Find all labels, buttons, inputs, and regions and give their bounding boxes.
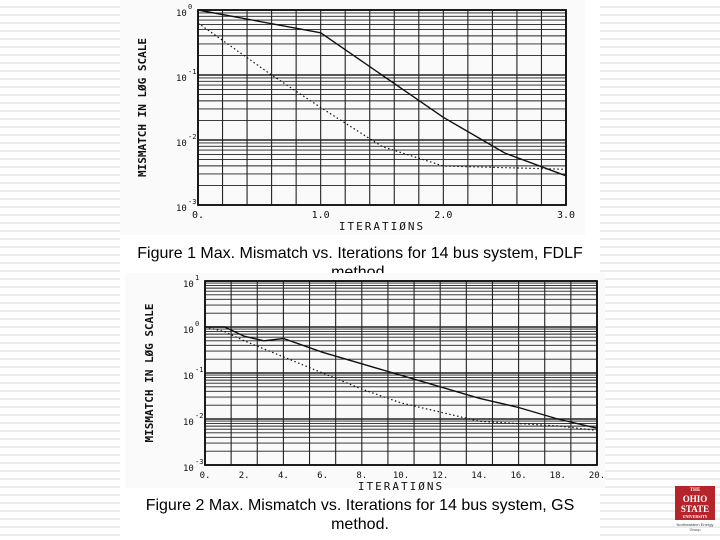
chart2-xtick-label: 10. — [392, 471, 410, 481]
chart2-xtick-label: 12. — [432, 471, 449, 481]
svg-text:-2: -2 — [188, 133, 197, 141]
chart1-grid — [198, 10, 566, 205]
chart1-xtick-label: 1.0 — [311, 210, 330, 221]
svg-text:10: 10 — [183, 326, 194, 336]
chart1-ytick-label — [176, 68, 196, 84]
osu-logo-line3: STATE — [680, 504, 710, 514]
chart2-xtick-label: 18. — [549, 471, 566, 481]
chart2-xlabel: ITERATIØNS — [357, 480, 445, 493]
svg-text:-2: -2 — [195, 412, 204, 420]
chart1-xtick-label: 2.0 — [434, 210, 453, 221]
svg-text:1: 1 — [195, 274, 200, 282]
chart2-series-dotted-line — [205, 327, 597, 431]
chart-fdlf-svg — [120, 0, 585, 235]
chart1-ytick-label — [176, 133, 196, 149]
svg-text:-3: -3 — [195, 458, 204, 466]
svg-text:10: 10 — [183, 372, 194, 382]
svg-text:-1: -1 — [188, 68, 197, 76]
chart2-xtick-label: 8. — [356, 471, 368, 481]
chart2-xtick-label: 20. — [588, 471, 606, 481]
osu-logo-line1: THE — [689, 488, 701, 493]
svg-text:10: 10 — [183, 418, 194, 428]
svg-text:10: 10 — [176, 204, 187, 214]
figure1-caption — [0, 244, 720, 266]
chart1-ytick-label — [176, 3, 192, 19]
svg-text:10: 10 — [183, 280, 194, 290]
svg-text:10: 10 — [176, 139, 187, 149]
figure2-caption-line1: Figure 2 Max. Mismatch vs. Iterations for 14 bus system, GS — [145, 497, 575, 514]
svg-text:10: 10 — [183, 464, 194, 474]
chart2-ytick-label — [183, 274, 199, 290]
chart2-grid — [205, 281, 597, 465]
chart-fdlf — [120, 0, 585, 235]
chart2-xtick-label: 0. — [199, 471, 211, 481]
osu-logo-line2: OHIO — [682, 494, 708, 504]
chart1-series-solid-line — [198, 10, 566, 176]
chart1-frame — [198, 10, 566, 205]
chart2-ytick-label — [183, 320, 199, 336]
figure2-caption-line2: method. — [331, 516, 389, 533]
chart-gs-svg — [125, 273, 606, 493]
chart2-xtick-label: 6. — [317, 471, 329, 481]
chart1-xtick-label: 0. — [191, 210, 205, 221]
svg-text:10: 10 — [176, 9, 187, 19]
figure1-caption-line1: Figure 1 Max. Mismatch vs. Iterations for 14 bus system, FDLF — [137, 245, 583, 262]
chart2-xtick-label: 16. — [510, 471, 527, 481]
chart-gs — [125, 273, 606, 493]
chart2-ytick-label — [183, 412, 203, 428]
chart2-ytick-label — [183, 366, 203, 382]
osu-logo-subtitle: Northeastern Energy Group — [676, 522, 714, 532]
chart2-xtick-label: 14. — [471, 471, 488, 481]
svg-text:-3: -3 — [188, 198, 197, 206]
svg-text:0: 0 — [195, 320, 200, 328]
chart1-ylabel: MISMATCH IN LØG SCALE — [136, 37, 149, 178]
chart2-xtick-label: 4. — [277, 471, 289, 481]
chart1-xtick-label: 3.0 — [556, 210, 576, 221]
osu-logo-line4: UNIVERSITY — [682, 514, 708, 519]
chart2-xtick-label: 2. — [238, 471, 250, 481]
chart1-xlabel: ITERATIØNS — [338, 220, 426, 233]
svg-text:10: 10 — [176, 74, 187, 84]
svg-text:-1: -1 — [195, 366, 204, 374]
osu-logo — [675, 486, 715, 534]
figure2-caption — [0, 496, 720, 534]
chart2-ylabel: MISMATCH IN LØG SCALE — [143, 303, 156, 443]
chart1-series-dotted-line — [198, 23, 566, 169]
svg-text:0: 0 — [188, 3, 193, 11]
